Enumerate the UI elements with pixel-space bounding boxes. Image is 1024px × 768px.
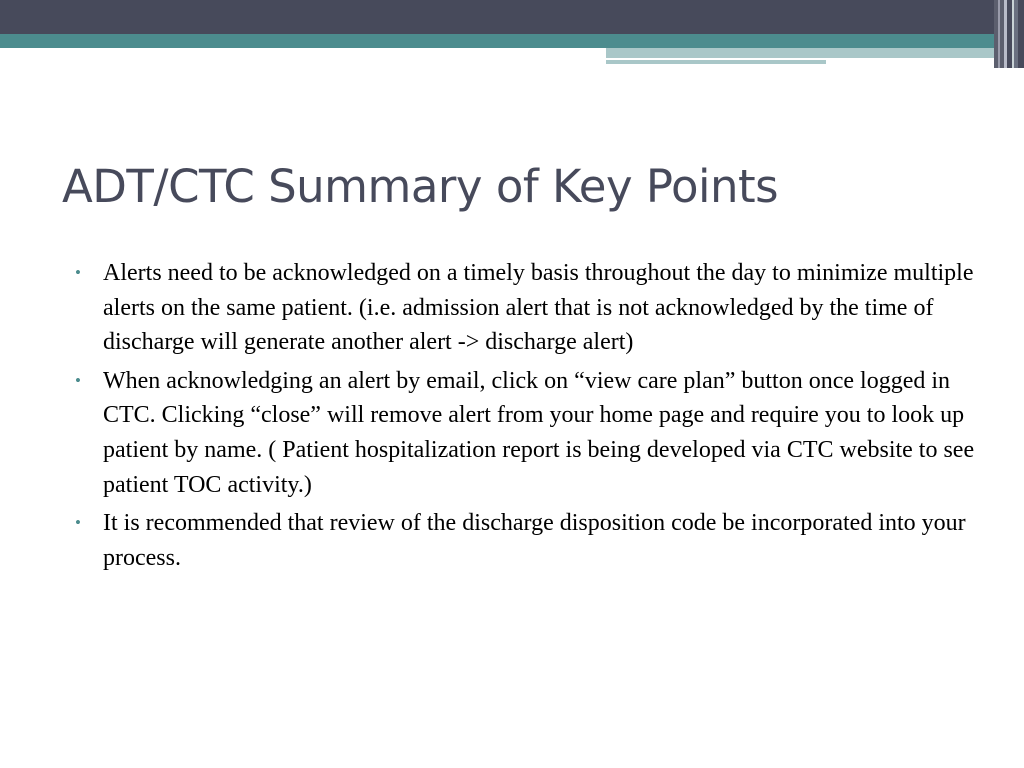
header-accent-bar-short bbox=[606, 60, 826, 64]
bullet-text: It is recommended that review of the discharge disposition code be incorporated into your process. bbox=[103, 510, 966, 571]
bullet-icon: • bbox=[75, 263, 81, 282]
bullet-icon: • bbox=[75, 513, 81, 533]
bullet-item bbox=[75, 506, 980, 575]
header-stripes bbox=[994, 0, 1024, 68]
bullet-icon: • bbox=[75, 370, 81, 390]
header-dark-bar bbox=[0, 0, 1024, 34]
bullet-item bbox=[75, 364, 980, 502]
slide-title: ADT/CTC Summary of Key Points bbox=[62, 160, 779, 213]
bullet-text: Alerts need to be acknowledged on a timely basis throughout the day to minimize multiple alerts on the same patient. (i.e. admission alert that is not acknowledged by the time of discharge will generate another alert -> discharge alert) bbox=[103, 260, 974, 356]
header-accent-bar bbox=[606, 48, 1024, 58]
bullet-list bbox=[75, 256, 980, 579]
bullet-text: When acknowledging an alert by email, click on “view care plan” button once logged in CTC. Clicking “close” will remove alert from your home page and require you to look up patient by name. ( Patient hospitalization report is being developed via CTC website to see patient TOC activity.) bbox=[103, 367, 975, 498]
bullet-item bbox=[75, 256, 980, 360]
header-teal-bar bbox=[0, 34, 1024, 48]
